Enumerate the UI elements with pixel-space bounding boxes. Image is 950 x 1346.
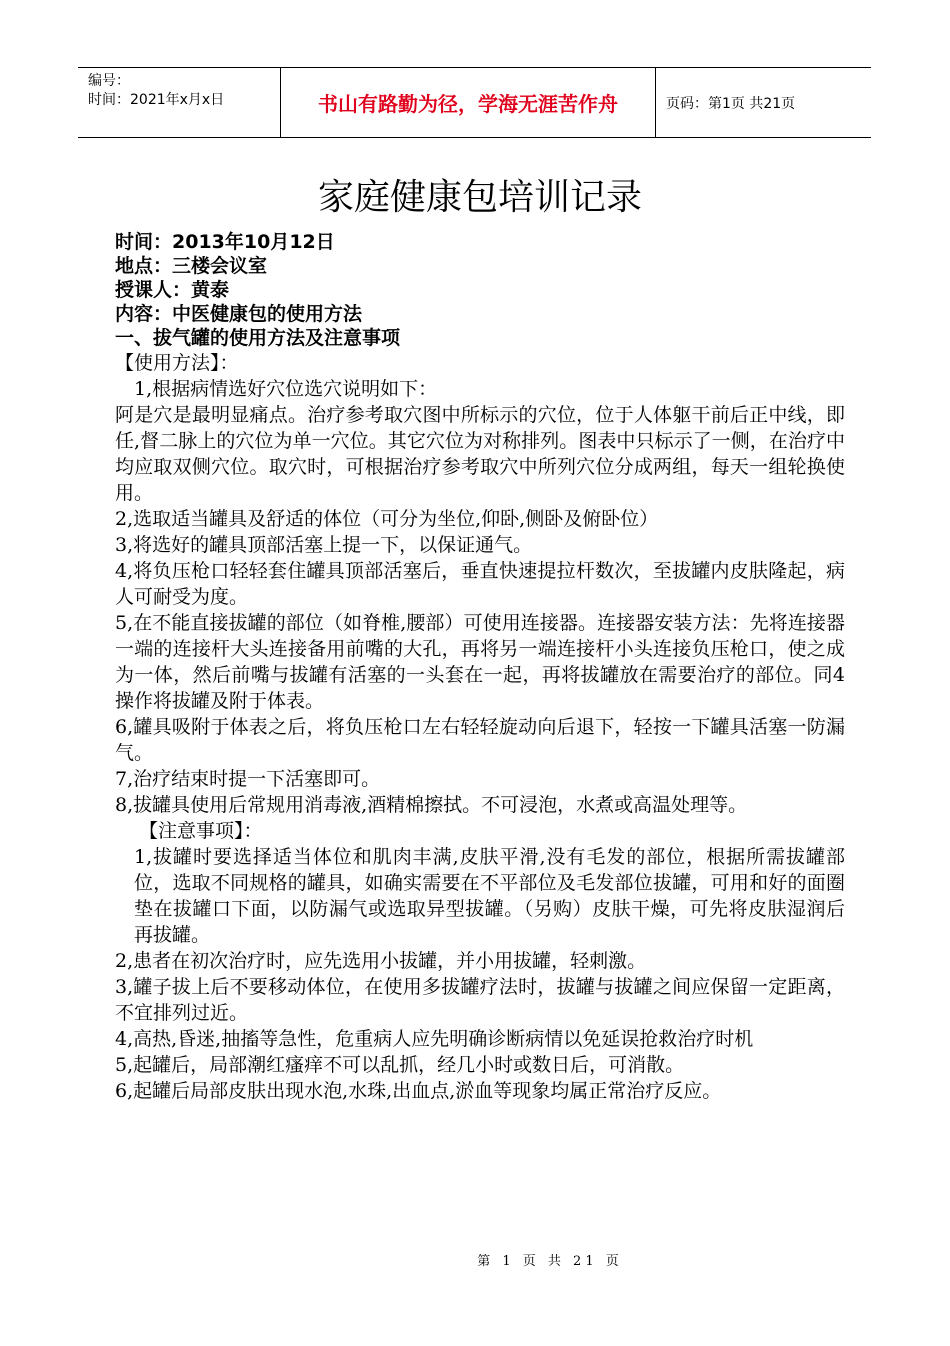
- usage-item: 6,罐具吸附于体表之后，将负压枪口左右轻轻旋动向后退下，轻按一下罐具活塞一防漏气。: [115, 716, 845, 764]
- note-item: 6,起罐后局部皮肤出现水泡,水珠,出血点,淤血等现象均属正常治疗反应。: [115, 1080, 722, 1102]
- usage-item: 5,在不能直接拔罐的部位（如脊椎,腰部）可使用连接器。连接器安装方法：先将连接器一端的连接杆大头连接备用前嘴的大孔，再将另一端连接杆小头连接负压枪口，使之成为一体，然后前嘴与拔罐有活塞的一头套在一起，再将拔罐放在需要治疗的部位。同4操作将拔罐及附于体表。: [115, 612, 845, 712]
- document-title: 家庭健康包培训记录: [317, 177, 642, 218]
- header-motto: 书山有路勤为径，学海无涯苦作舟: [281, 68, 656, 137]
- usage-item: 4,将负压枪口轻轻套住罐具顶部活塞后，垂直快速提拉杆数次，至拔罐内皮肤隆起，病人可耐受为度。: [115, 560, 845, 608]
- page-header: [78, 67, 871, 138]
- meta-time: 时间：2013年10月12日: [115, 231, 335, 253]
- usage-heading: 【使用方法】：: [115, 352, 239, 374]
- usage-item: 阿是穴是最明显痛点。治疗参考取穴图中所标示的穴位，位于人体躯干前后正中线，即任,督二脉上的穴位为单一穴位。其它穴位为对称排列。图表中只标示了一侧，在治疗中均应取双侧穴位。取穴时，可根据治疗参考取穴中所列穴位分成两组，每天一组轮换使用。: [115, 404, 845, 504]
- header-page-info: 页码：第1页 共21页: [666, 95, 796, 112]
- notes-heading: 【注意事项】：: [139, 820, 263, 842]
- usage-item: 1,根据病情选好穴位选穴说明如下：: [134, 378, 438, 400]
- note-item: 3,罐子拔上后不要移动体位，在使用多拔罐疗法时，拔罐与拔罐之间应保留一定距离，不宜排列过近。: [115, 976, 845, 1024]
- page-footer: 第 1 页 共 21 页: [477, 1254, 623, 1269]
- meta-place: 地点：三楼会议室: [115, 255, 268, 277]
- doc-time: 时间：2021年x月x日: [88, 92, 225, 108]
- document-body: [115, 172, 845, 1104]
- usage-item: 7,治疗结束时提一下活塞即可。: [115, 768, 381, 790]
- meta-lecturer: 授课人：黄泰: [115, 279, 230, 301]
- doc-number: 编号：: [88, 73, 130, 89]
- usage-item: 3,将选好的罐具顶部活塞上提一下，以保证通气。: [115, 534, 533, 556]
- note-item: 5,起罐后，局部潮红瘙痒不可以乱抓，经几小时或数日后，可消散。: [115, 1054, 685, 1076]
- header-left-cell: [78, 68, 281, 137]
- note-item: 4,高热,昏迷,抽搐等急性，危重病人应先明确诊断病情以免延误抢救治疗时机: [115, 1028, 754, 1050]
- meta-content: 内容：中医健康包的使用方法: [115, 303, 363, 325]
- usage-item: 8,拔罐具使用后常规用消毒液,酒精棉擦拭。不可浸泡，水煮或高温处理等。: [115, 794, 748, 816]
- section-heading: 一、拔气罐的使用方法及注意事项: [115, 327, 401, 349]
- usage-item: 2,选取适当罐具及舒适的体位（可分为坐位,仰卧,侧卧及俯卧位）: [115, 508, 659, 530]
- note-item: 2,患者在初次治疗时，应先选用小拔罐，并小用拔罐，轻刺激。: [115, 950, 647, 972]
- note-item: 1,拔罐时要选择适当体位和肌肉丰满,皮肤平滑,没有毛发的部位，根据所需拔罐部位，选取不同规格的罐具，如确实需要在不平部位及毛发部位拔罐，可用和好的面圈垫在拔罐口下面，以防漏气或选取异型拔罐。（另购）皮肤干燥，可先将皮肤湿润后再拔罐。: [134, 846, 845, 946]
